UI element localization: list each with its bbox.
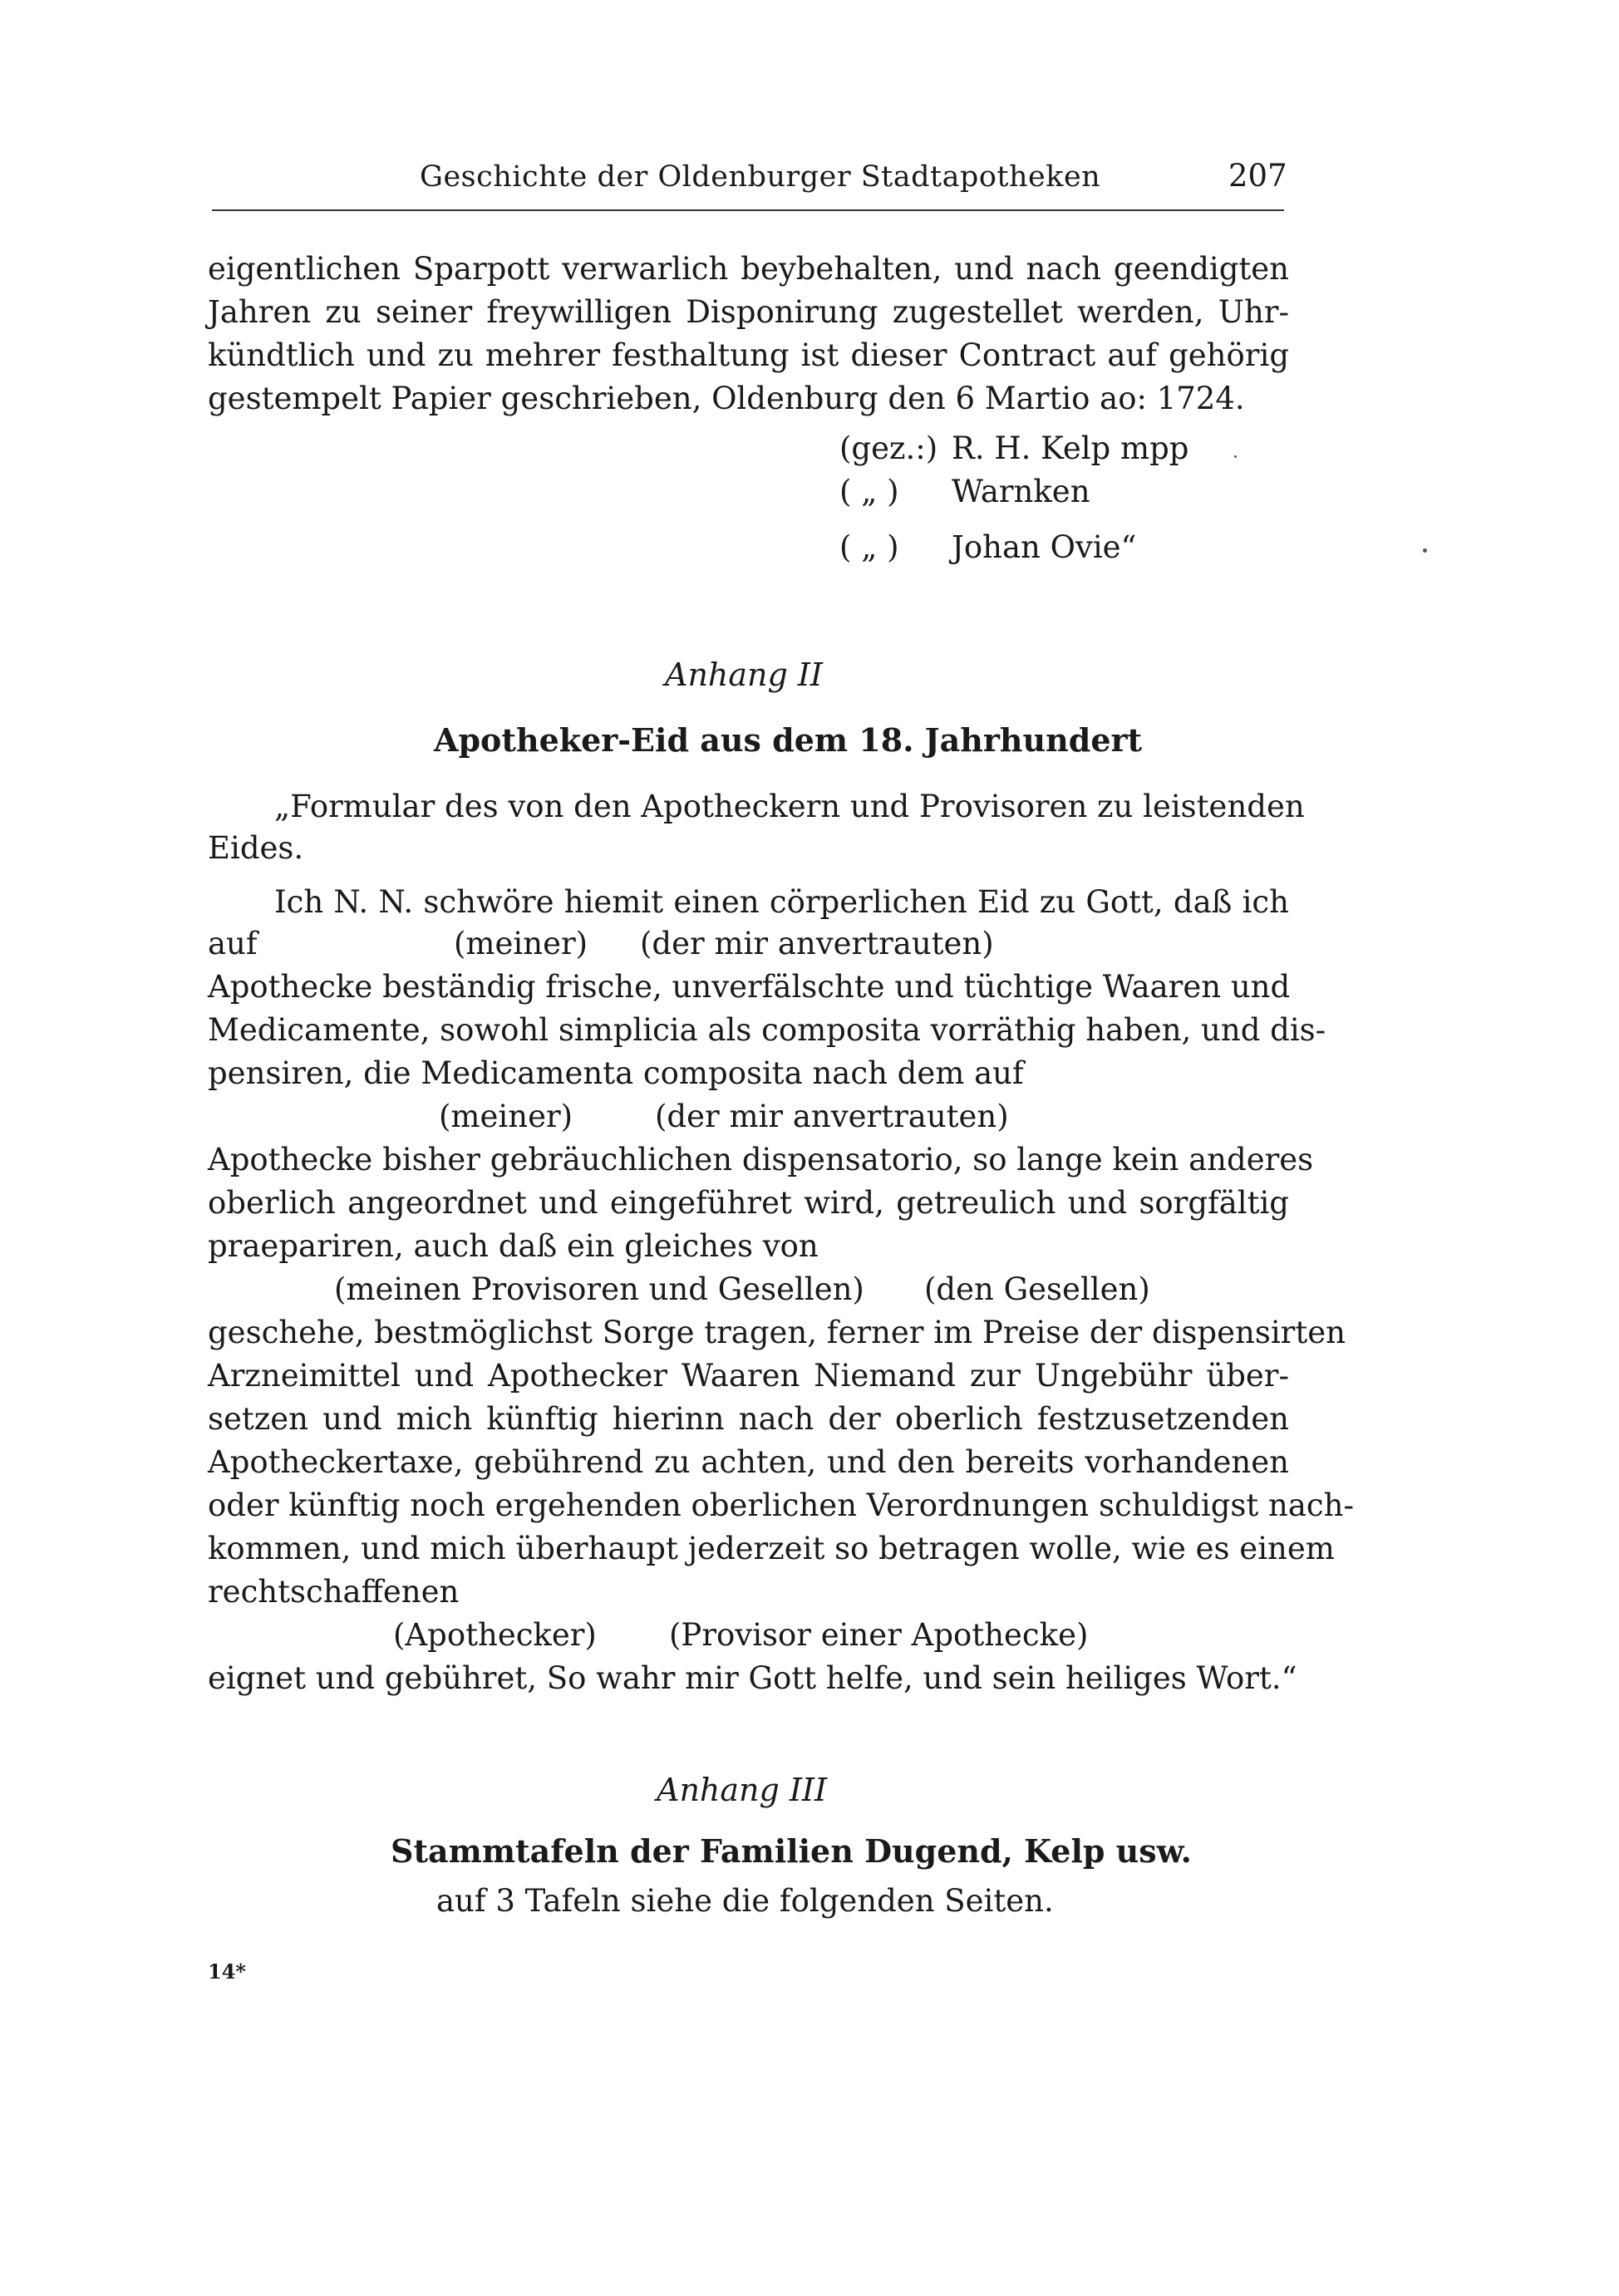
oath-line: Arzneimittel und Apothecker Waaren Niemand zur Ungebühr über- [208,1358,1289,1394]
oath-variant: (meinen Provisoren und Gesellen) [334,1271,864,1307]
oath-line: oder künftig noch ergehenden oberlichen Verordnungen schuldigst nach- [208,1487,1354,1523]
page-number: 207 [1228,158,1287,194]
signature-mark-1: (gez.:) [839,430,938,466]
oath-line: Apothecke bisher gebräuchlichen dispensatorio, so lange kein anderes [208,1142,1314,1177]
oath-line: oberlich angeordnet und eingeführet wird, getreulich und sorgfältig [208,1185,1289,1221]
running-title: Geschichte der Oldenburger Stadtapotheken [420,160,1101,194]
appendix-3-title: Stammtafeln der Familien Dugend, Kelp usw. [391,1832,1192,1870]
oath-line: rechtschaffenen [208,1574,460,1610]
signature-mark-2: ( „ ) [839,474,899,509]
oath-variant: (Apothecker) [393,1617,597,1653]
printer-signature-mark: 14* [208,1959,246,1984]
oath-line: auf [208,926,258,961]
contract-line: Jahren zu seiner freywilligen Disponirung zugestellet werden, Uhr- [208,294,1289,330]
oath-variant: (den Gesellen) [924,1271,1150,1307]
scan-speck [1423,548,1427,553]
signature-name-1: R. H. Kelp mpp [952,430,1189,466]
oath-line: pensiren, die Medicamenta composita nach dem auf [208,1055,1024,1091]
oath-line: eignet und gebühret, So wahr mir Gott helfe, und sein heiliges Wort.“ [208,1660,1297,1696]
oath-variant: (meiner) [439,1099,573,1134]
signature-name-3: Johan Ovie“ [952,529,1137,565]
contract-line: eigentlichen Sparpott verwarlich beybehalten, und nach geendigten [208,251,1289,287]
oath-variant: (der mir anvertrauten) [655,1099,1009,1134]
oath-line: Medicamente, sowohl simplicia als composita vorräthig haben, und dis- [208,1012,1326,1048]
oath-line: kommen, und mich überhaupt jederzeit so betragen wolle, wie es einem [208,1531,1335,1566]
appendix-2-title: Apotheker-Eid aus dem 18. Jahrhundert [434,721,1143,759]
oath-variant: (der mir anvertrauten) [640,926,994,961]
appendix-3-label: Anhang III [657,1772,827,1808]
signature-mark-3: ( „ ) [839,529,899,565]
appendix-3-subtitle: auf 3 Tafeln siehe die folgenden Seiten. [436,1883,1054,1919]
oath-line: „Formular des von den Apotheckern und Provisoren zu leistenden [274,789,1305,824]
oath-line: Apothecke beständig frische, unverfälschte und tüchtige Waaren und [208,969,1291,1005]
oath-line: Ich N. N. schwöre hiemit einen cörperlichen Eid zu Gott, daß ich [274,884,1289,920]
contract-line: kündtlich und zu mehrer festhaltung ist dieser Contract auf gehörig [208,337,1289,373]
oath-line: praepariren, auch daß ein gleiches von [208,1228,819,1264]
oath-line: geschehe, bestmöglichst Sorge tragen, ferner im Preise der dispensirten [208,1315,1346,1350]
oath-line: setzen und mich künftig hierinn nach der oberlich festzusetzenden [208,1401,1289,1437]
signature-name-2: Warnken [952,474,1090,509]
contract-line: gestempelt Papier geschrieben, Oldenburg den 6 Martio ao: 1724. [208,381,1245,416]
oath-line: Apotheckertaxe, gebührend zu achten, und den bereits vorhandenen [208,1444,1289,1480]
header-rule [212,209,1284,211]
appendix-2-label: Anhang II [665,656,823,693]
oath-line: Eides. [208,830,304,866]
scan-speck [1234,455,1237,458]
oath-variant: (Provisor einer Apothecke) [669,1617,1089,1653]
oath-variant: (meiner) [454,926,588,961]
